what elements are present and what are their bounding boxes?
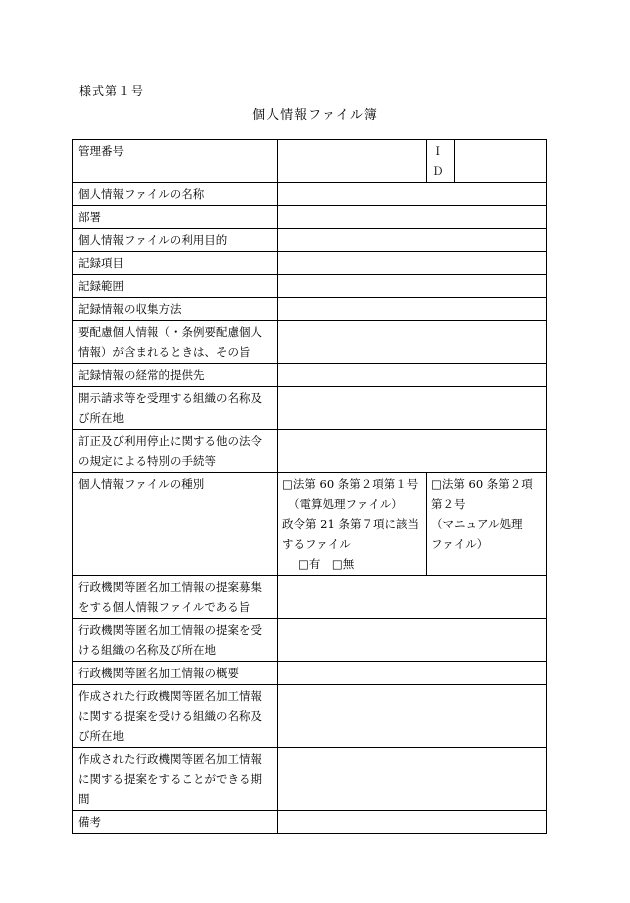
table-row: [73, 364, 547, 387]
file-type-electronic: [278, 473, 427, 576]
label-anonymized-overview: 行政機関等匿名加工情報の概要: [73, 662, 278, 685]
value-record-scope[interactable]: [278, 275, 547, 298]
value-remarks[interactable]: [278, 811, 547, 834]
label-disclosure-office: 開示請求等を受理する組織の名称及び所在地: [73, 387, 278, 430]
label-record-items: 記録項目: [73, 252, 278, 275]
label-file-type: 個人情報ファイルの種別: [73, 473, 278, 576]
manual-file-label-cont: （マニュアル処理: [431, 517, 523, 531]
value-disclosure-office[interactable]: [278, 387, 547, 430]
value-department[interactable]: [278, 206, 547, 229]
table-row: [73, 430, 547, 473]
table-row: [73, 387, 547, 430]
value-file-name[interactable]: [278, 183, 547, 206]
label-file-name: 個人情報ファイルの名称: [73, 183, 278, 206]
value-proposal-period[interactable]: [278, 748, 547, 811]
electronic-file-label: （電算処理ファイル）: [288, 497, 403, 511]
table-row: [73, 811, 547, 834]
checkbox-electronic-file[interactable]: □法第 60 条第２項第１号: [282, 477, 419, 491]
table-row: [73, 662, 547, 685]
label-id: ＩＤ: [427, 140, 455, 183]
label-proposal-period: 作成された行政機関等匿名加工情報に関する提案をすることができる期間: [73, 748, 278, 811]
form-number: 様式第１号: [79, 84, 145, 98]
label-sensitive-info: 要配慮個人情報（・条例要配慮個人情報）が含まれるときは、その旨: [73, 321, 278, 364]
file-type-manual: [427, 473, 547, 576]
table-row: [73, 619, 547, 662]
table-row: [73, 140, 547, 183]
gov-ordinance-label: 政令第 21 条第７項に該当: [282, 517, 419, 531]
value-record-items[interactable]: [278, 252, 547, 275]
value-created-proposal-office[interactable]: [278, 685, 547, 748]
value-id[interactable]: [455, 140, 547, 183]
label-purpose: 個人情報ファイルの利用目的: [73, 229, 278, 252]
checkbox-yes[interactable]: □有: [298, 557, 321, 571]
manual-file-label: 第２号: [431, 497, 466, 511]
table-row: [73, 576, 547, 619]
value-management-number[interactable]: [278, 140, 427, 183]
table-row: [73, 229, 547, 252]
table-row: [73, 298, 547, 321]
table-row: [73, 321, 547, 364]
label-department: 部署: [73, 206, 278, 229]
value-collection-method[interactable]: [278, 298, 547, 321]
table-row: [73, 206, 547, 229]
table-row: [73, 183, 547, 206]
personal-info-file-register-table: [72, 139, 547, 834]
manual-file-label-end: ファイル）: [431, 537, 489, 551]
checkbox-manual-file[interactable]: □法第 60 条第２項: [431, 477, 533, 491]
label-special-procedures: 訂正及び利用停止に関する他の法令の規定による特別の手続等: [73, 430, 278, 473]
label-remarks: 備考: [73, 811, 278, 834]
value-anonymized-overview[interactable]: [278, 662, 547, 685]
table-row: [73, 473, 547, 576]
document-title: 個人情報ファイル簿: [252, 108, 378, 123]
value-special-procedures[interactable]: [278, 430, 547, 473]
label-proposal-solicitation: 行政機関等匿名加工情報の提案募集をする個人情報ファイルである旨: [73, 576, 278, 619]
label-record-scope: 記録範囲: [73, 275, 278, 298]
label-proposal-office: 行政機関等匿名加工情報の提案を受ける組織の名称及び所在地: [73, 619, 278, 662]
label-management-number: 管理番号: [73, 140, 278, 183]
gov-ordinance-label-cont: するファイル: [282, 537, 351, 551]
value-sensitive-info[interactable]: [278, 321, 547, 364]
label-collection-method: 記録情報の収集方法: [73, 298, 278, 321]
checkbox-no[interactable]: □無: [331, 557, 355, 571]
table-row: [73, 252, 547, 275]
table-row: [73, 685, 547, 748]
label-regular-recipients: 記録情報の経常的提供先: [73, 364, 278, 387]
value-regular-recipients[interactable]: [278, 364, 547, 387]
label-created-proposal-office: 作成された行政機関等匿名加工情報に関する提案を受ける組織の名称及び所在地: [73, 685, 278, 748]
table-row: [73, 275, 547, 298]
value-purpose[interactable]: [278, 229, 547, 252]
table-row: [73, 748, 547, 811]
value-proposal-office[interactable]: [278, 619, 547, 662]
value-proposal-solicitation[interactable]: [278, 576, 547, 619]
